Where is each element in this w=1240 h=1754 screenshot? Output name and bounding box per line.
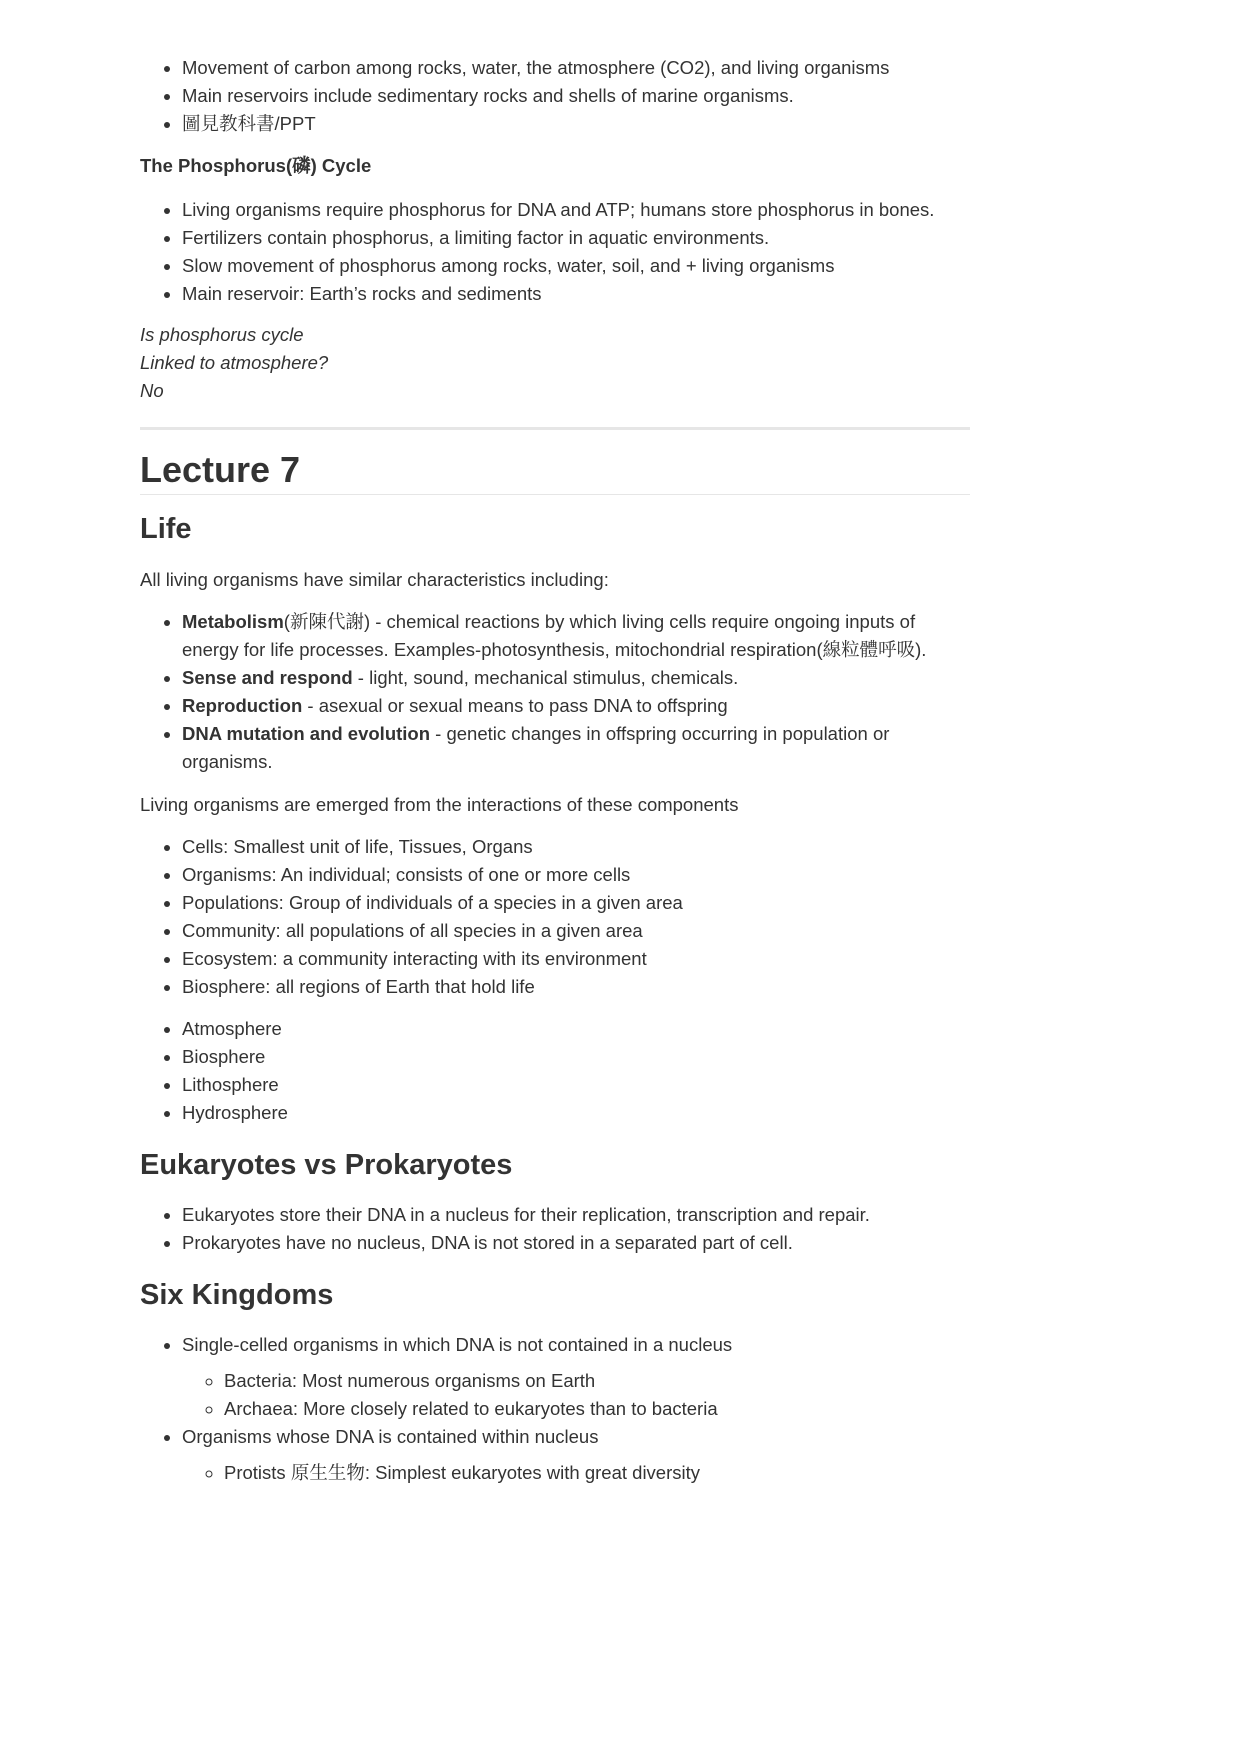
list-item	[182, 1423, 970, 1487]
list-item: • 圖見教科書/PPT	[182, 110, 970, 138]
group-label: Single-celled organisms in which DNA is not contained in a nucleus	[182, 1334, 733, 1355]
list-item: • Eukaryotes store their DNA in a nucleus for their replication, transcription and repair.	[182, 1201, 970, 1229]
term: Sense and respond	[182, 667, 353, 688]
list-item: • Hydrosphere	[182, 1099, 970, 1127]
term: Reproduction	[182, 695, 303, 716]
sub-list-item: ◦ Archaea: More closely related to eukaryotes than to bacteria	[224, 1395, 970, 1423]
life-intro: All living organisms have similar characteristics including:	[140, 569, 609, 590]
question-line: Is phosphorus cycle	[140, 324, 304, 345]
list-item: • Main reservoirs include sedimentary rocks and shells of marine organisms.	[182, 82, 970, 110]
list-item: • Populations: Group of individuals of a species in a given area	[182, 889, 970, 917]
list-item: • Biosphere: all regions of Earth that hold life	[182, 973, 970, 1001]
life-heading: Life	[140, 513, 192, 545]
list-item: • Community: all populations of all species in a given area	[182, 917, 970, 945]
list-item: • Organisms: An individual; consists of one or more cells	[182, 861, 970, 889]
list-item: • Slow movement of phosphorus among rocks, water, soil, and + living organisms	[182, 252, 970, 280]
list-item: • Biosphere	[182, 1043, 970, 1071]
list-item: • Lithosphere	[182, 1071, 970, 1099]
list-item: • Cells: Smallest unit of life, Tissues, Organs	[182, 833, 970, 861]
phosphorus-list	[140, 196, 970, 308]
list-item	[182, 692, 970, 720]
lecture-title: Lecture 7	[140, 448, 970, 495]
carbon-list	[140, 54, 970, 138]
list-item: • Ecosystem: a community interacting with its environment	[182, 945, 970, 973]
term: Metabolism	[182, 611, 284, 632]
list-item	[182, 664, 970, 692]
list-item: • Prokaryotes have no nucleus, DNA is not stored in a separated part of cell.	[182, 1229, 970, 1257]
list-item: • Main reservoir: Earth’s rocks and sediments	[182, 280, 970, 308]
spheres-list	[140, 1015, 970, 1127]
phosphorus-question	[140, 321, 970, 405]
phosphorus-heading: The Phosphorus(磷) Cycle	[140, 155, 372, 176]
components-list	[140, 833, 970, 1001]
question-line: Linked to atmosphere?	[140, 352, 329, 373]
sub-list-item: ◦ Bacteria: Most numerous organisms on Earth	[224, 1367, 970, 1395]
list-item	[182, 608, 970, 664]
description: (新陳代謝) - chemical reactions by which living cells require ongoing inputs of energy for life processes. Examples-photosynthesis, mitochondrial respiration(線粒體呼吸).	[182, 611, 927, 660]
description: - light, sound, mechanical stimulus, chemicals.	[352, 667, 739, 688]
kingdoms-list	[140, 1331, 970, 1487]
group-label: Organisms whose DNA is contained within nucleus	[182, 1426, 599, 1447]
term: DNA mutation and evolution	[182, 723, 431, 744]
description: - asexual or sexual means to pass DNA to offspring	[302, 695, 728, 716]
list-item: • Atmosphere	[182, 1015, 970, 1043]
list-item	[182, 720, 970, 776]
list-item: • Living organisms require phosphorus for DNA and ATP; humans store phosphorus in bones.	[182, 196, 970, 224]
sub-list-item: ◦ Protists 原生生物: Simplest eukaryotes with great diversity	[224, 1459, 970, 1487]
components-intro: Living organisms are emerged from the interactions of these components	[140, 794, 739, 815]
characteristics-list	[140, 608, 970, 776]
divider	[140, 427, 970, 430]
kingdoms-heading: Six Kingdoms	[140, 1279, 334, 1311]
answer-line: No	[140, 380, 164, 401]
eukaryotes-heading: Eukaryotes vs Prokaryotes	[140, 1149, 513, 1181]
description: - genetic changes in offspring occurring in population or organisms.	[182, 723, 890, 772]
list-item: • Fertilizers contain phosphorus, a limiting factor in aquatic environments.	[182, 224, 970, 252]
list-item	[182, 1331, 970, 1423]
eukaryotes-list	[140, 1201, 970, 1257]
list-item: • Movement of carbon among rocks, water, the atmosphere (CO2), and living organisms	[182, 54, 970, 82]
